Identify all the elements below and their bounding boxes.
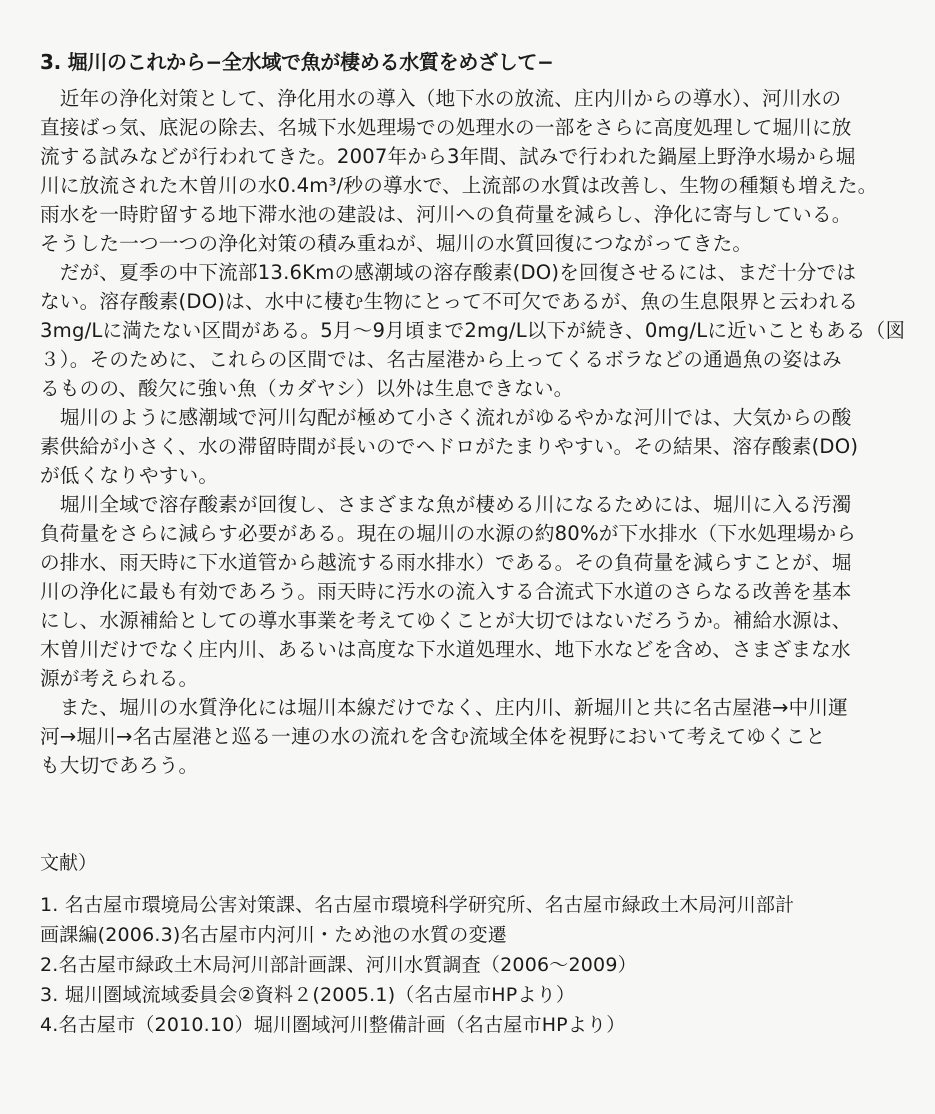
body-line: ３）。そのために、これらの区間では、名古屋港から上ってくるボラなどの通過魚の姿はみ bbox=[40, 348, 842, 371]
body-line: また、堀川の水質浄化には堀川本線だけでなく、庄内川、新堀川と共に名古屋港→中川運 bbox=[40, 696, 848, 719]
reference-item: 2.名古屋市緑政土木局河川部計画課、河川水質調査（2006～2009） bbox=[40, 954, 637, 976]
body-line: 直接ばっ気、底泥の除去、名城下水処理場での処理水の一部をさらに高度処理して堀川に放 bbox=[40, 116, 852, 139]
body-line: 木曽川だけでなく庄内川、あるいは高度な下水道処理水、地下水などを含め、さまざまな水 bbox=[40, 638, 851, 661]
body-line: 3mg/Lに満たない区間がある。5月～9月頃まで2mg/L以下が続き、0mg/Lに近いこともある（図 bbox=[40, 319, 906, 342]
body-line: 雨水を一時貯留する地下滞水池の建設は、河川への負荷量を減らし、浄化に寄与している。 bbox=[40, 203, 852, 226]
section-heading: 3. 堀川のこれから−全水域で魚が棲める水質をめざして− bbox=[40, 50, 554, 74]
reference-item: 画課編(2006.3)名古屋市内河川・ため池の水質の変遷 bbox=[40, 924, 507, 946]
body-line: 河→堀川→名古屋港と巡る一連の水の流れを含む流域全体を視野において考えてゆくこと bbox=[40, 725, 826, 748]
body-line: 堀川全域で溶存酸素が回復し、さまざまな魚が棲める川になるためには、堀川に入る汚濁 bbox=[40, 493, 852, 516]
reference-item: 3. 堀川圏域流域委員会②資料２(2005.1)（名古屋市HPより） bbox=[40, 984, 576, 1006]
references-title: 文献） bbox=[40, 852, 98, 874]
body-line: 素供給が小さく、水の滞留時間が長いのでヘドロがたまりやすい。その結果、溶存酸素(DO) bbox=[40, 435, 859, 458]
body-line: 源が考えられる。 bbox=[40, 667, 199, 690]
body-line: 川に放流された木曽川の水0.4m³/秒の導水で、上流部の水質は改善し、生物の種類も増えた。 bbox=[40, 174, 878, 197]
body-text bbox=[40, 84, 906, 780]
body-line: ない。溶存酸素(DO)は、水中に棲む生物にとって不可欠であるが、魚の生息限界と云われる bbox=[40, 290, 859, 313]
body-line: も大切であろう。 bbox=[40, 754, 199, 777]
body-line: 負荷量をさらに減らす必要がある。現在の堀川の水源の約80%が下水排水（下水処理場から bbox=[40, 522, 857, 545]
reference-item: 1. 名古屋市環境局公害対策課、名古屋市環境科学研究所、名古屋市緑政土木局河川部計 bbox=[40, 894, 795, 916]
reference-item: 4.名古屋市（2010.10）堀川圏域河川整備計画（名古屋市HPより） bbox=[40, 1014, 626, 1036]
body-line: が低くなりやすい。 bbox=[40, 464, 219, 487]
body-line: の排水、雨天時に下水道管から越流する雨水排水）である。その負荷量を減らすことが、堀 bbox=[40, 551, 852, 574]
body-line: るものの、酸欠に強い魚（カダヤシ）以外は生息できない。 bbox=[40, 377, 574, 400]
body-line: だが、夏季の中下流部13.6Kmの感潮域の溶存酸素(DO)を回復させるには、まだ十分では bbox=[40, 261, 857, 284]
references-spacer bbox=[40, 878, 870, 890]
body-line: 川の浄化に最も有効であろう。雨天時に汚水の流入する合流式下水道のさらなる改善を基本 bbox=[40, 580, 852, 603]
body-line: 堀川のように感潮域で河川勾配が極めて小さく流れがゆるやかな河川では、大気からの酸 bbox=[40, 406, 852, 429]
body-line: 近年の浄化対策として、浄化用水の導入（地下水の放流、庄内川からの導水）、河川水の bbox=[40, 87, 842, 110]
body-line: にし、水源補給としての導水事業を考えてゆくことが大切ではないだろうか。補給水源は、 bbox=[40, 609, 852, 632]
body-line: 流する試みなどが行われてきた。2007年から3年間、試みで行われた鍋屋上野浄水場から堀 bbox=[40, 145, 856, 168]
references-section bbox=[40, 848, 870, 1040]
body-line: そうした一つ一つの浄化対策の積み重ねが、堀川の水質回復につながってきた。 bbox=[40, 232, 753, 255]
